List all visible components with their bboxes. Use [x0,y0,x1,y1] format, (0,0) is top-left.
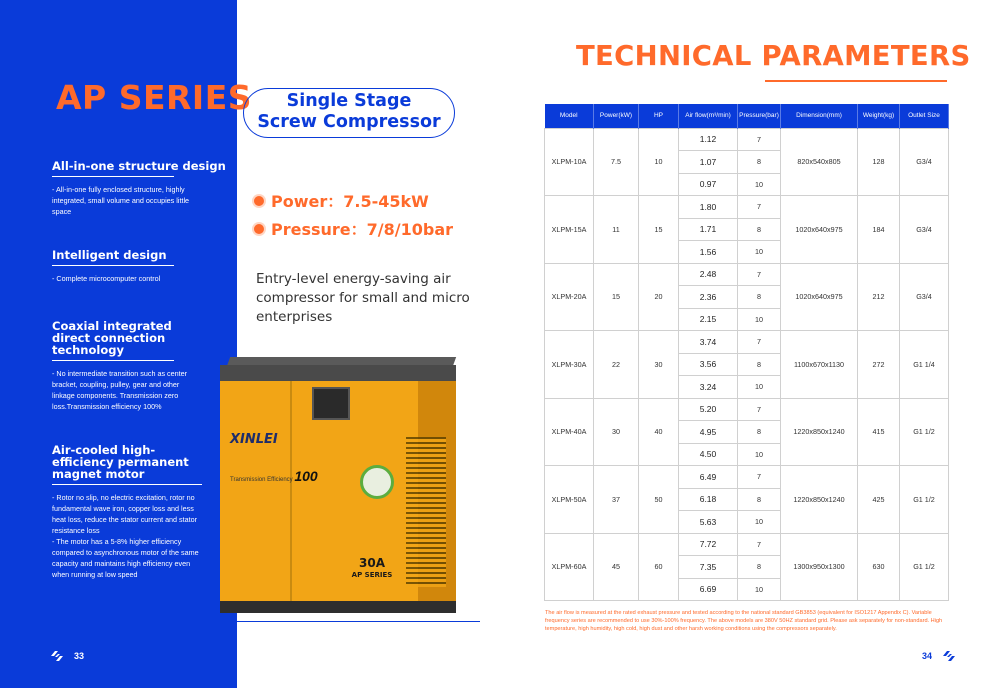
subtitle-line2: Screw Compressor [257,112,441,132]
table-cell: 7.5 [594,128,639,196]
table-footnote: The air flow is measured at the rated exhaust pressure and tested according to the national standard GB3853 (equivalent for ISO1217 Appendix C). Variable frequency series are recommended to use 30%-100% frequency. The above models are 380V 50HZ standard grid. Please ask separately for non-standard. High temperature, high humidity, high cold, high dust and other harsh working conditions using the compressors separately. [545,610,943,632]
spec-power [254,189,429,212]
table-cell: XLPM-30A [545,331,594,399]
efficiency-label: Transmission Efficiency [230,477,293,483]
table-row [545,533,949,556]
table-header-cell: HP [639,104,679,128]
table-cell: G3/4 [900,263,949,331]
machine-door-seam [290,381,292,601]
table-cell: 15 [639,196,679,264]
table-cell: 1.80 [679,196,738,219]
feature-title: Air-cooled high-efficiency permanent magnet motor [52,444,202,485]
table-header-cell: Pressure(bar) [738,104,781,128]
table-cell: 22 [594,331,639,399]
table-cell: 5.63 [679,511,738,534]
table-row [545,466,949,489]
series-title: AP SERIES [56,78,253,117]
feature-text: - All-in-one fully enclosed structure, highly integrated, small volume and occupies little space [52,185,190,216]
machine-efficiency-label [230,468,318,484]
table-cell: 8 [738,151,781,174]
table-header-cell: Model [545,104,594,128]
table-cell: 2.48 [679,263,738,286]
machine-control-screen [312,387,350,420]
page-number-right: 34 [922,651,933,661]
table-row [545,128,949,151]
table-cell: 7 [738,263,781,286]
footer-divider [38,621,480,622]
table-cell: 8 [738,488,781,511]
table-cell: 2.15 [679,308,738,331]
machine-series: AP SERIES [351,571,393,579]
parameters-table [544,104,949,601]
table-cell: 10 [639,128,679,196]
table-row [545,331,949,354]
page-number-left: 33 [74,651,85,661]
table-cell: 10 [738,578,781,601]
table-row [545,196,949,219]
table-cell: 820x540x805 [781,128,858,196]
table-cell: 1.12 [679,128,738,151]
table-cell: 2.36 [679,286,738,309]
table-cell: 45 [594,533,639,601]
table-cell: 3.56 [679,353,738,376]
spec-pressure-text: Pressure：7/8/10bar [271,220,454,239]
table-cell: 212 [858,263,900,331]
table-cell: 7 [738,196,781,219]
machine-model-label [342,557,402,580]
table-cell: 1020x640x975 [781,263,858,331]
subtitle-pill [243,88,455,138]
table-header-cell: Power(kW) [594,104,639,128]
table-cell: 1020x640x975 [781,196,858,264]
table-cell: 15 [594,263,639,331]
machine-brand-logo: XINLEI [230,432,278,447]
table-cell: 1100x670x1130 [781,331,858,399]
table-cell: 7.72 [679,533,738,556]
table-cell: 7 [738,466,781,489]
feature-all-in-one [52,159,226,217]
machine-base [220,601,456,613]
table-cell: 1220x850x1240 [781,398,858,466]
feature-title: Coaxial integrated direct connection technology [52,320,174,361]
table-cell: 11 [594,196,639,264]
table-cell: 10 [738,308,781,331]
table-cell: XLPM-40A [545,398,594,466]
table-cell: XLPM-20A [545,263,594,331]
compressor-image [220,357,456,613]
feature-intelligent [52,249,202,284]
brand-mark-icon [942,650,957,662]
table-cell: 3.74 [679,331,738,354]
feature-text: - Complete microcomputer control [52,274,161,283]
table-cell: 10 [738,376,781,399]
table-row [545,398,949,421]
table-cell: 5.20 [679,398,738,421]
table-cell: 128 [858,128,900,196]
table-cell: 10 [738,241,781,264]
table-cell: 1.71 [679,218,738,241]
machine-vent [406,437,446,587]
table-cell: 6.49 [679,466,738,489]
feature-motor [52,444,202,580]
machine-model: 30A [359,556,385,570]
table-cell: 4.50 [679,443,738,466]
table-cell: 50 [639,466,679,534]
table-cell: 30 [639,331,679,399]
table-header-row [545,104,949,128]
table-cell: 1220x850x1240 [781,466,858,534]
table-cell: XLPM-10A [545,128,594,196]
table-cell: 0.97 [679,173,738,196]
subtitle-line1: Single Stage [286,91,412,111]
table-cell: 3.24 [679,376,738,399]
table-header-cell: Dimension(mm) [781,104,858,128]
table-cell: 6.69 [679,578,738,601]
table-cell: 7 [738,128,781,151]
table-cell: 1.56 [679,241,738,264]
table-cell: 7.35 [679,556,738,579]
table-cell: 10 [738,173,781,196]
table-cell: 184 [858,196,900,264]
table-header-cell: Outlet Size [900,104,949,128]
table-cell: G1 1/4 [900,331,949,399]
bullet-dot-icon [254,196,264,206]
table-cell: 10 [738,443,781,466]
table-cell: 8 [738,421,781,444]
table-cell: 8 [738,353,781,376]
table-header-cell: Air flow(m³/min) [679,104,738,128]
table-cell: 8 [738,556,781,579]
table-cell: 7 [738,533,781,556]
bullet-dot-icon [254,224,264,234]
table-cell: 1.07 [679,151,738,174]
title-underline [765,80,947,82]
table-cell: 60 [639,533,679,601]
table-cell: 415 [858,398,900,466]
table-cell: 40 [639,398,679,466]
brand-mark-icon [50,650,65,662]
table-cell: G1 1/2 [900,533,949,601]
table-header-cell: Weight(kg) [858,104,900,128]
table-cell: 6.18 [679,488,738,511]
table-cell: 10 [738,511,781,534]
table-row [545,263,949,286]
table-cell: 1300x950x1300 [781,533,858,601]
table-cell: XLPM-15A [545,196,594,264]
table-cell: 7 [738,398,781,421]
spec-power-text: Power：7.5-45kW [271,192,429,211]
product-description: Entry-level energy-saving air compressor for small and micro enterprises [256,271,470,325]
table-cell: G1 1/2 [900,398,949,466]
feature-text: - No intermediate transition such as center bracket, coupling, pulley, gear and other linkage components. Transmission zero loss.Transmission efficiency 100% [52,369,188,411]
technical-parameters-title: TECHNICAL PARAMETERS [576,40,971,72]
efficiency-value: 100 [294,468,318,484]
table-cell: G3/4 [900,128,949,196]
table-cell: 425 [858,466,900,534]
table-cell: XLPM-60A [545,533,594,601]
feature-coaxial [52,320,202,412]
table-cell: 37 [594,466,639,534]
table-cell: G1 1/2 [900,466,949,534]
table-cell: G3/4 [900,196,949,264]
feature-title: All-in-one structure design [52,160,174,177]
table-cell: XLPM-50A [545,466,594,534]
feature-title: Intelligent design [52,249,174,266]
table-cell: 8 [738,286,781,309]
feature-text: - Rotor no slip, no electric excitation, rotor no fundamental wave iron, copper loss and less heat loss, reduce the stator current and stator resistance loss - The motor has a 5-8% higher efficiency compared to asynchronous motor of the same capacity and maintains high efficiency even when running at low speed [52,493,199,579]
table-cell: 272 [858,331,900,399]
table-cell: 630 [858,533,900,601]
table-cell: 7 [738,331,781,354]
spec-pressure [254,217,453,240]
table-cell: 4.95 [679,421,738,444]
table-cell: 8 [738,218,781,241]
energy-badge-icon [360,465,394,499]
table-cell: 20 [639,263,679,331]
table-cell: 30 [594,398,639,466]
